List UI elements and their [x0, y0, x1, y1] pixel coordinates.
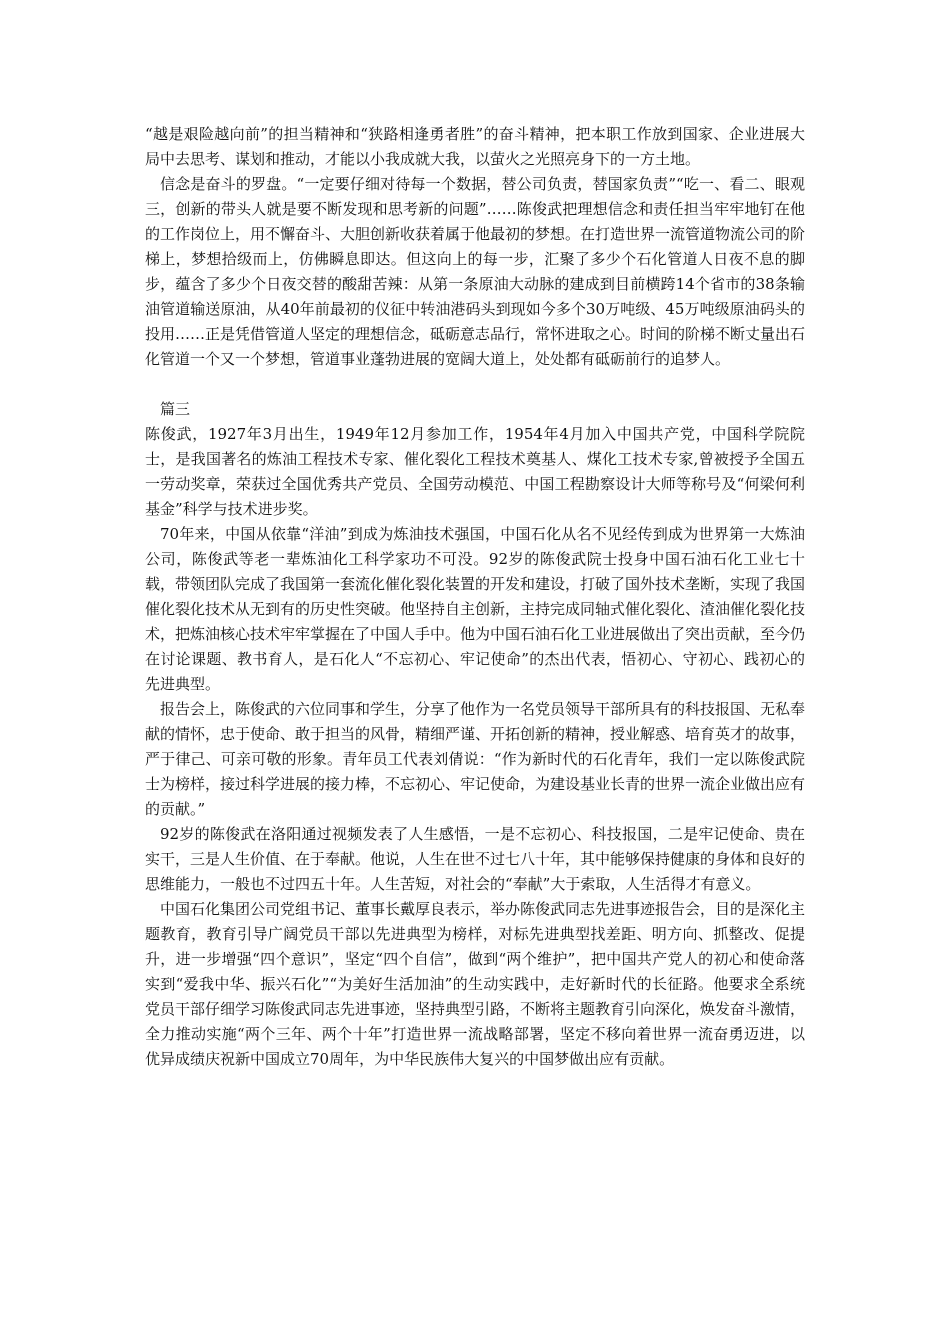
section-title: 篇三 [160, 400, 191, 418]
paragraph-belief: 信念是奋斗的罗盘。“一定要仔细对待每一个数据，替公司负责，替国家负责”“吃一、看二、眼观三，创新的带头人就是要不断发现和思考新的问题”……陈俊武把理想信念和责任担当牢牢地钉在他的工作岗位上，用不懈奋斗、大胆创新收获着属于他最初的梦想。在打造世界一流管道物流公司的阶梯上，梦想拾级而上，仿佛瞬息即达。但这向上的每一步，汇聚了多少个石化管道人日夜不息的脚步，蕴含了多少个日夜交替的酸甜苦辣：从第一条原油大动脉的建成到目前横跨14个省市的38条输油管道输送原油，从40年前最初的仪征中转油港码头到现如今多个30万吨级、45万吨级原油码头的投用……正是凭借管道人坚定的理想信念，砥砺意志品行，常怀进取之心。时间的阶梯不断丈量出石化管道一个又一个梦想，管道事业蓬勃进展的宽阔大道上，处处都有砥砺前行的追梦人。 [145, 175, 806, 368]
paragraph-report-meeting: 报告会上，陈俊武的六位同事和学生，分享了他作为一名党员领导干部所具有的科技报国、无私奉献的情怀，忠于使命、敢于担当的风骨，精细严谨、开拓创新的精神，授业解惑、培育英才的故事，严于律己、可亲可敬的形象。青年员工代表刘倩说：“作为新时代的石化青年，我们一定以陈俊武院士为榜样，接过科学进展的接力棒，不忘初心、牢记使命，为建设基业长青的世界一流企业做出应有的贡献。” [145, 700, 806, 818]
paragraph-continuation: “越是艰险越向前”的担当精神和“狭路相逢勇者胜”的奋斗精神，把本职工作放到国家、企业进展大局中去思考、谋划和推动，才能以小我成就大我，以萤火之光照亮身下的一方土地。 [145, 125, 805, 168]
paragraph-seventy-years: 70年来，中国从依靠“洋油”到成为炼油技术强国，中国石化从名不见经传到成为世界第一大炼油公司，陈俊武等老一辈炼油化工科学家功不可没。92岁的陈俊武院士投身中国石油石化工业七十载，带领团队完成了我国第一套流化催化裂化装置的开发和建设，打破了国外技术垄断，实现了我国催化裂化技术从无到有的历史性突破。他坚持自主创新，主持完成同轴式催化裂化、渣油催化裂化技术，把炼油核心技术牢牢掌握在了中国人手中。他为中国石油石化工业进展做出了突出贡献，至今仍在讨论课题、教书育人，是石化人“不忘初心、牢记使命”的杰出代表，悟初心、守初心、践初心的先进典型。 [145, 525, 806, 693]
paragraph-biography: 陈俊武，1927年3月出生，1949年12月参加工作，1954年4月加入中国共产党，中国科学院院士，是我国著名的炼油工程技术专家、催化裂化工程技术奠基人、煤化工技术专家,曾被授予全国五一劳动奖章，荣获过全国优秀共产党员、全国劳动模范、中国工程勘察设计大师等称号及“何梁何利基金”科学与技术进步奖。 [145, 425, 805, 518]
paragraph-chairman-remarks: 中国石化集团公司党组书记、董事长戴厚良表示，举办陈俊武同志先进事迹报告会，目的是深化主题教育，教育引导广阔党员干部以先进典型为榜样，对标先进典型找差距、明方向、抓整改、促提升，进一步增强“四个意识”，坚定“四个自信”，做到“两个维护”，把中国共产党人的初心和使命落实到“爱我中华、振兴石化”“为美好生活加油”的生动实践中，走好新时代的长征路。他要求全系统党员干部仔细学习陈俊武同志先进事迹，坚持典型引路，不断将主题教育引向深化，焕发奋斗激情，全力推动实施“两个三年、两个十年”打造世界一流战略部署，坚定不移向着世界一流奋勇迈进，以优异成绩庆祝新中国成立70周年，为中华民族伟大复兴的中国梦做出应有贡献。 [145, 900, 806, 1068]
section-spacer [145, 372, 805, 397]
paragraph-life-insight: 92岁的陈俊武在洛阳通过视频发表了人生感悟，一是不忘初心、科技报国，二是牢记使命、贵在实干，三是人生价值、在于奉献。他说，人生在世不过七八十年，其中能够保持健康的身体和良好的思维能力，一般也不过四五十年。人生苦短，对社会的“奉献”大于索取，人生活得才有意义。 [145, 825, 806, 893]
document-body [145, 122, 805, 1072]
